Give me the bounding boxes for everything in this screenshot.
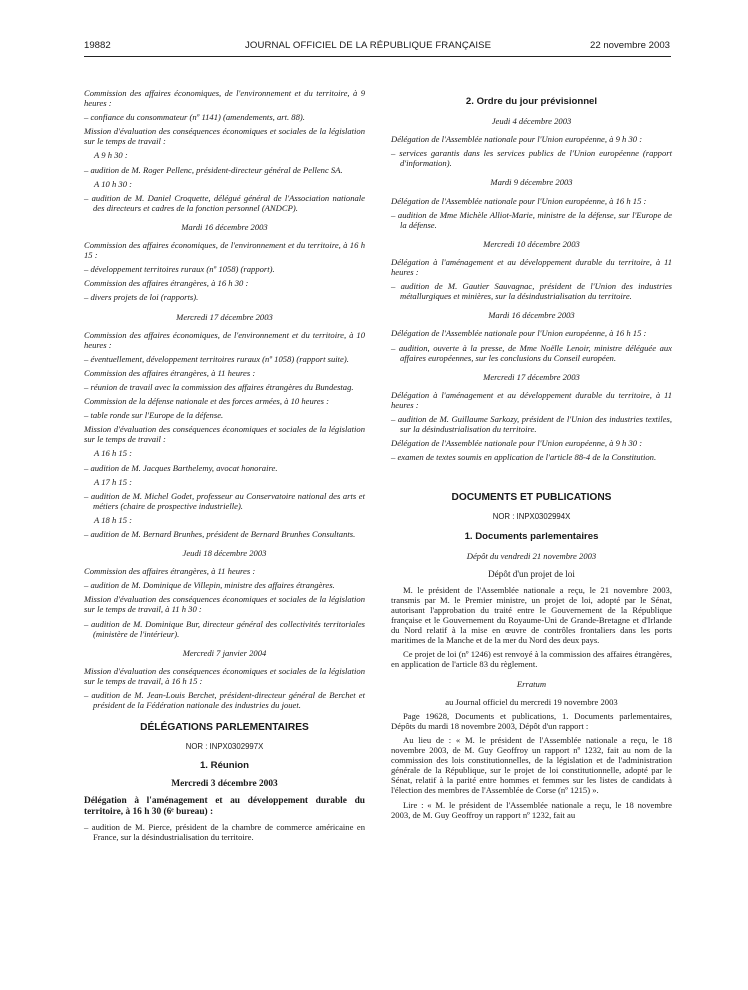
agenda-item: Délégation de l'Assemblée nationale pour l'Union européenne, à 16 h 15 :	[391, 328, 647, 339]
journal-title: JOURNAL OFFICIEL DE LA RÉPUBLIQUE FRANÇAISE	[245, 40, 492, 51]
agenda-detail: – audition de M. Guillaume Sarkozy, président de l'Union des industries textiles, sur la désindustrialisation du territoire.	[391, 413, 672, 435]
deposit-date: Dépôt du vendredi 21 novembre 2003	[466, 550, 597, 561]
page-number: 19882	[84, 40, 111, 51]
section-spacer	[391, 466, 672, 480]
date-heading: Jeudi 18 décembre 2003	[182, 548, 267, 559]
agenda-detail: – audition de M. Jean-Louis Berchet, président-directeur général de Berchet et président de la Fédération nationale des industries du jouet.	[84, 690, 365, 711]
deposit-text: M. le président de l'Assemblée nationale a reçu, le 21 novembre 2003, transmis par M. le Premier ministre, un projet de loi, adopté par le Sénat, autorisant l'approbation du traité entre le Gouvernement de la République française et le Gouvernement du Royaume-Uni de Grande-Bretagne et d'Irlande du Nord relatif à la mise en œuvre de contrôles frontaliers dans les ports maritimes de la Manche et de la mer du Nord des deux pays.	[391, 584, 672, 646]
date-heading: Mardi 9 décembre 2003	[490, 177, 573, 188]
agenda-detail: – audition de M. Dominique Bur, directeur général des collectivités territoriales (ministère de l'intérieur).	[84, 618, 365, 639]
date-heading-bold: Mercredi 3 décembre 2003	[171, 778, 278, 789]
nor-reference: NOR : INPX0302994X	[492, 512, 571, 522]
agenda-item: Commission des affaires économiques, de l'environnement et du territoire, à 16 h 15 :	[84, 240, 365, 261]
section-heading-documents: DOCUMENTS ET PUBLICATIONS	[451, 492, 612, 504]
subsection-heading-docparl: 1. Documents parlementaires	[464, 530, 599, 542]
agenda-item: Délégation à l'aménagement et au développement durable du territoire, à 11 heures :	[391, 256, 672, 278]
agenda-item: Commission des affaires étrangères, à 11 heures :	[84, 367, 256, 378]
agenda-item: Commission des affaires étrangères, à 16 h 30 :	[84, 278, 249, 289]
agenda-item: Commission des affaires économiques, de l'environnement et du territoire, à 10 heures :	[84, 329, 365, 350]
agenda-item: Mission d'évaluation des conséquences économiques et sociales de la législation sur le temps de travail :	[84, 424, 365, 445]
agenda-detail: – audition de M. Bernard Brunhes, président de Bernard Brunhes Consultants.	[84, 529, 356, 539]
erratum-reference: au Journal officiel du mercredi 19 novembre 2003	[445, 696, 618, 707]
agenda-detail: – audition de M. Dominique de Villepin, ministre des affaires étrangères.	[84, 580, 335, 591]
time-label: A 10 h 30 :	[94, 178, 133, 189]
agenda-detail: – divers projets de loi (rapports).	[84, 292, 199, 303]
agenda-item: Délégation de l'Assemblée nationale pour l'Union européenne, à 16 h 15 :	[391, 195, 647, 206]
left-column	[84, 88, 365, 846]
agenda-detail: – confiance du consommateur (nº 1141) (amendements, art. 88).	[84, 112, 305, 123]
agenda-item: Mission d'évaluation des conséquences économiques et sociales de la législation sur le temps de travail :	[84, 126, 365, 147]
time-label: A 18 h 15 :	[94, 514, 133, 525]
agenda-detail: – audition de Mme Michèle Alliot-Marie, ministre de la défense, sur l'Europe de la défense.	[391, 209, 672, 230]
issue-date: 22 novembre 2003	[590, 40, 671, 51]
agenda-item: Commission des affaires économiques, de l'environnement et du territoire, à 9 heures :	[84, 88, 365, 109]
date-heading: Mercredi 10 décembre 2003	[483, 238, 580, 249]
date-heading: Mercredi 17 décembre 2003	[483, 371, 580, 382]
deposit-text: Ce projet de loi (nº 1246) est renvoyé à la commission des affaires étrangères, en application de l'article 83 du règlement.	[391, 649, 672, 670]
agenda-item-bold: Délégation à l'aménagement et au développement durable du territoire, à 16 h 30 (6ᵉ bureau) :	[84, 795, 365, 817]
agenda-item: Délégation de l'Assemblée nationale pour l'Union européenne, à 9 h 30 :	[391, 134, 643, 145]
agenda-detail: – audition de M. Roger Pellenc, président-directeur général de Pellenc SA.	[84, 164, 343, 175]
agenda-item: Mission d'évaluation des conséquences économiques et sociales de la législation sur le temps de travail, à 16 h 15 :	[84, 665, 365, 686]
agenda-item: Commission de la défense nationale et des forces armées, à 10 heures :	[84, 396, 329, 407]
right-column	[391, 88, 672, 824]
agenda-item: Mission d'évaluation des conséquences économiques et sociales de la législation sur le temps de travail, à 11 h 30 :	[84, 594, 365, 615]
agenda-detail: – audition, ouverte à la presse, de Mme Noëlle Lenoir, ministre déléguée aux affaires européennes, sur les conclusions du Conseil européen.	[391, 342, 672, 363]
subsection-heading-reunion: 1. Réunion	[199, 760, 250, 772]
page-header	[0, 40, 748, 54]
agenda-detail: – services garantis dans les services publics de l'Union européenne (rapport d'information).	[391, 148, 672, 169]
time-label: A 17 h 15 :	[94, 476, 133, 487]
agenda-detail: – réunion de travail avec la commission des affaires étrangères du Bundestag.	[84, 381, 354, 392]
agenda-detail: – développement territoires ruraux (nº 1058) (rapport).	[84, 264, 275, 275]
erratum-text: Lire : « M. le président de l'Assemblée nationale a reçu, le 18 novembre 2003, de M. Guy Geoffroy un rapport nº 1232, fait au	[391, 799, 672, 820]
agenda-detail: – audition de M. Gautier Sauvagnac, président de l'Union des industries métallurgiques et minières, sur la désindustrialisation du territoire.	[391, 281, 672, 302]
date-heading: Mardi 16 décembre 2003	[488, 310, 575, 321]
agenda-detail: – audition de M. Jacques Barthelemy, avocat honoraire.	[84, 462, 278, 473]
agenda-detail: – éventuellement, développement territoires ruraux (nº 1058) (rapport suite).	[84, 353, 349, 364]
section-heading-delegations: DÉLÉGATIONS PARLEMENTAIRES	[140, 722, 309, 734]
nor-reference: NOR : INPX0302997X	[185, 742, 264, 752]
erratum-text: Page 19628, Documents et publications, 1. Documents parlementaires, Dépôts du mardi 18 novembre 2003, Dépôt d'un rapport :	[391, 710, 672, 731]
date-heading: Jeudi 4 décembre 2003	[491, 116, 572, 127]
erratum-heading: Erratum	[516, 678, 547, 689]
header-rule	[84, 56, 671, 57]
agenda-detail: – audition de M. Daniel Croquette, délégué général de l'Association nationale des directeurs et cadres de la fonction personnel (ANDCP).	[84, 192, 365, 213]
agenda-detail: – audition de M. Pierce, président de la chambre de commerce américaine en France, sur la désindustrialisation du territoire.	[84, 821, 365, 842]
agenda-detail: – audition de M. Michel Godet, professeur au Conservatoire national des arts et métiers (chaire de prospective industrielle).	[84, 490, 365, 511]
date-heading: Mardi 16 décembre 2003	[181, 221, 268, 232]
date-heading: Mercredi 7 janvier 2004	[182, 647, 267, 658]
time-label: A 16 h 15 :	[94, 448, 133, 459]
agenda-detail: – table ronde sur l'Europe de la défense.	[84, 410, 224, 421]
subsection-heading-ordre: 2. Ordre du jour prévisionnel	[465, 96, 598, 107]
agenda-detail: – examen de textes soumis en application de l'article 88-4 de la Constitution.	[391, 452, 657, 463]
erratum-text: Au lieu de : « M. le président de l'Assemblée nationale a reçu, le 18 novembre 2003, de M. Guy Geoffroy un rapport nº 1232, fait au nom de la commission des lois constitutionnelles, de la législation et de l'administration générale de la République, sur le projet de loi constitutionnelle, adopté par le Sénat, relatif à la parité entre hommes et femmes sur les listes de candidats à l'élection des membres de l'Assemblée de Corse (nº 1215) ».	[391, 734, 672, 796]
agenda-item: Délégation à l'aménagement et au développement durable du territoire, à 11 heures :	[391, 389, 672, 410]
time-label: A 9 h 30 :	[94, 150, 128, 161]
agenda-item: Commission des affaires étrangères, à 11 heures :	[84, 566, 256, 577]
agenda-item: Délégation de l'Assemblée nationale pour l'Union européenne, à 9 h 30 :	[391, 438, 643, 449]
date-heading: Mercredi 17 décembre 2003	[176, 311, 273, 322]
deposit-type: Dépôt d'un projet de loi	[488, 568, 575, 579]
